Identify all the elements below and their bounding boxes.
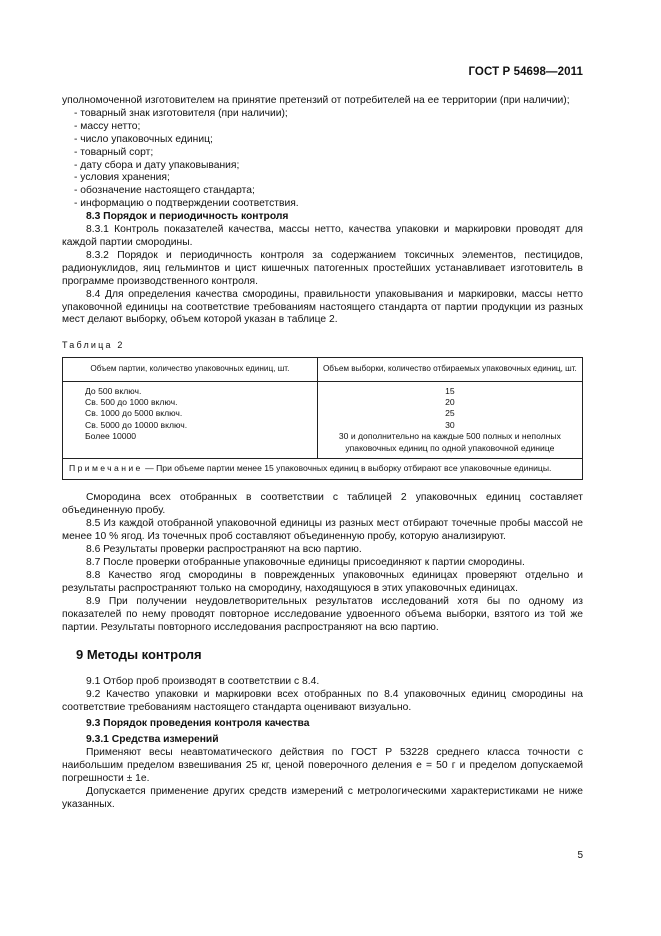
document-code-header: ГОСТ Р 54698—2011 (468, 66, 583, 78)
table-cell: Св. 500 до 1000 включ. (85, 397, 178, 408)
table-lot-column (63, 381, 318, 458)
marking-list (62, 108, 583, 211)
list-item: - товарный знак изготовителя (при наличии); (74, 107, 288, 119)
paragraph-8-7: 8.7 После проверки отобранные упаковочные единицы присоединяют к партии смородины. (86, 557, 525, 568)
list-item: - обозначение настоящего стандарта; (74, 185, 255, 197)
table-cell: Св. 5000 до 10000 включ. (85, 419, 188, 430)
list-item: - число упаковочных единиц; (74, 133, 213, 145)
table-cell: 20 (445, 397, 455, 408)
sample-size-table (62, 357, 583, 480)
table-cell: Более 10000 (85, 431, 137, 442)
intro-paragraph: уполномоченной изготовителем на принятие претензий от потребителей на ее территории (при наличии); (62, 95, 570, 106)
table-cell: 30 и дополнительно на каждые 500 полных и неполных упаковочных единиц по одной упаковочной единице (338, 431, 561, 453)
table-sample-column (317, 381, 582, 458)
paragraph-8-9: 8.9 При получении неудовлетворительных результатов исследований хотя бы по одному из показателей по нему проводят повторное исследование удвоенного объема выборки, взятого из той же партии. Результаты повторного исследования распространяют на всю партию. (62, 595, 583, 633)
table-cell: 15 (445, 385, 455, 396)
paragraph-other-instruments: Допускается применение других средств измерений с метрологическими характеристиками не ниже указанных. (62, 785, 583, 810)
table-cell: До 500 включ. (85, 385, 142, 396)
table-header-lot-size: Объем партии, количество упаковочных единиц, шт. (63, 358, 318, 381)
list-item: - дату сбора и дату упаковывания; (74, 159, 240, 171)
note-text: — При объеме партии менее 15 упаковочных единиц в выборку отбирают все упаковочные единицы. (142, 463, 552, 474)
section-8-3-heading: 8.3 Порядок и периодичность контроля (86, 211, 289, 223)
paragraph-8-5: 8.5 Из каждой отобранной упаковочной единицы из разных мест отбирают точечные пробы массой не менее 10 % ягод. Из точечных проб составляют объединенную пробу, которую анализируют. (62, 518, 583, 543)
table-cell: 25 (445, 408, 455, 419)
table-cell: 30 (445, 419, 455, 430)
table-cell: Св. 1000 до 5000 включ. (85, 408, 183, 419)
section-9-heading: 9 Методы контроля (76, 647, 202, 663)
section-9-3-heading: 9.3 Порядок проведения контроля качества (86, 718, 310, 730)
paragraph-8-6: 8.6 Результаты проверки распространяют на всю партию. (86, 544, 362, 556)
list-item: - условия хранения; (74, 172, 170, 184)
paragraph-8-3-2: 8.3.2 Порядок и периодичность контроля за содержанием токсичных элементов, пестицидов, радионуклидов, яиц гельминтов и цист кишечных патогенных простейших устанавливает изготовитель в программе производственного контроля. (62, 249, 583, 287)
table-note (63, 459, 583, 480)
paragraph-9-2: 9.2 Качество упаковки и маркировки всех отобранных по 8.4 упаковочных единиц смородины на соответствие требованиям настоящего стандарта оценивают визуально. (62, 689, 583, 714)
table-caption: Таблица 2 (62, 340, 125, 351)
list-item: - информацию о подтверждении соответствия. (74, 198, 299, 210)
section-9-3-1-heading: 9.3.1 Средства измерений (86, 733, 219, 745)
page-number: 5 (577, 850, 583, 861)
note-label: Примечание (69, 463, 143, 474)
paragraph-9-1: 9.1 Отбор проб производят в соответствии с 8.4. (86, 676, 320, 688)
paragraph-8-4: 8.4 Для определения качества смородины, правильности упаковывания и маркировки, массы нетто упаковочной единицы на соответствие требованиям настоящего стандарта от партии продукции из разных мест делают выборку, объем которой указан в таблице 2. (62, 288, 583, 326)
document-body (62, 95, 583, 811)
paragraph-combined-sample: Смородина всех отобранных в соответствии с таблицей 2 упаковочных единиц составляет объединенную пробу. (62, 492, 583, 517)
paragraph-8-3-1: 8.3.1 Контроль показателей качества, массы нетто, качества упаковки и маркировки проводят для каждой партии смородины. (62, 224, 583, 248)
list-item: - товарный сорт; (74, 146, 154, 158)
table-header-sample-size: Объем выборки, количество отбираемых упаковочных единиц, шт. (317, 358, 582, 381)
list-item: - массу нетто; (74, 120, 141, 132)
paragraph-scales: Применяют весы неавтоматического действия по ГОСТ Р 53228 среднего класса точности с наибольшим пределом взвешивания 25 кг, ценой поверочного деления e = 50 г и пределом допускаемой погрешности ± 1e. (62, 746, 583, 784)
paragraph-8-8: 8.8 Качество ягод смородины в поврежденных упаковочных единицах проверяют отдельно и результаты распространяют только на смородину, находящуюся в этих упаковочных единицах. (62, 569, 583, 594)
